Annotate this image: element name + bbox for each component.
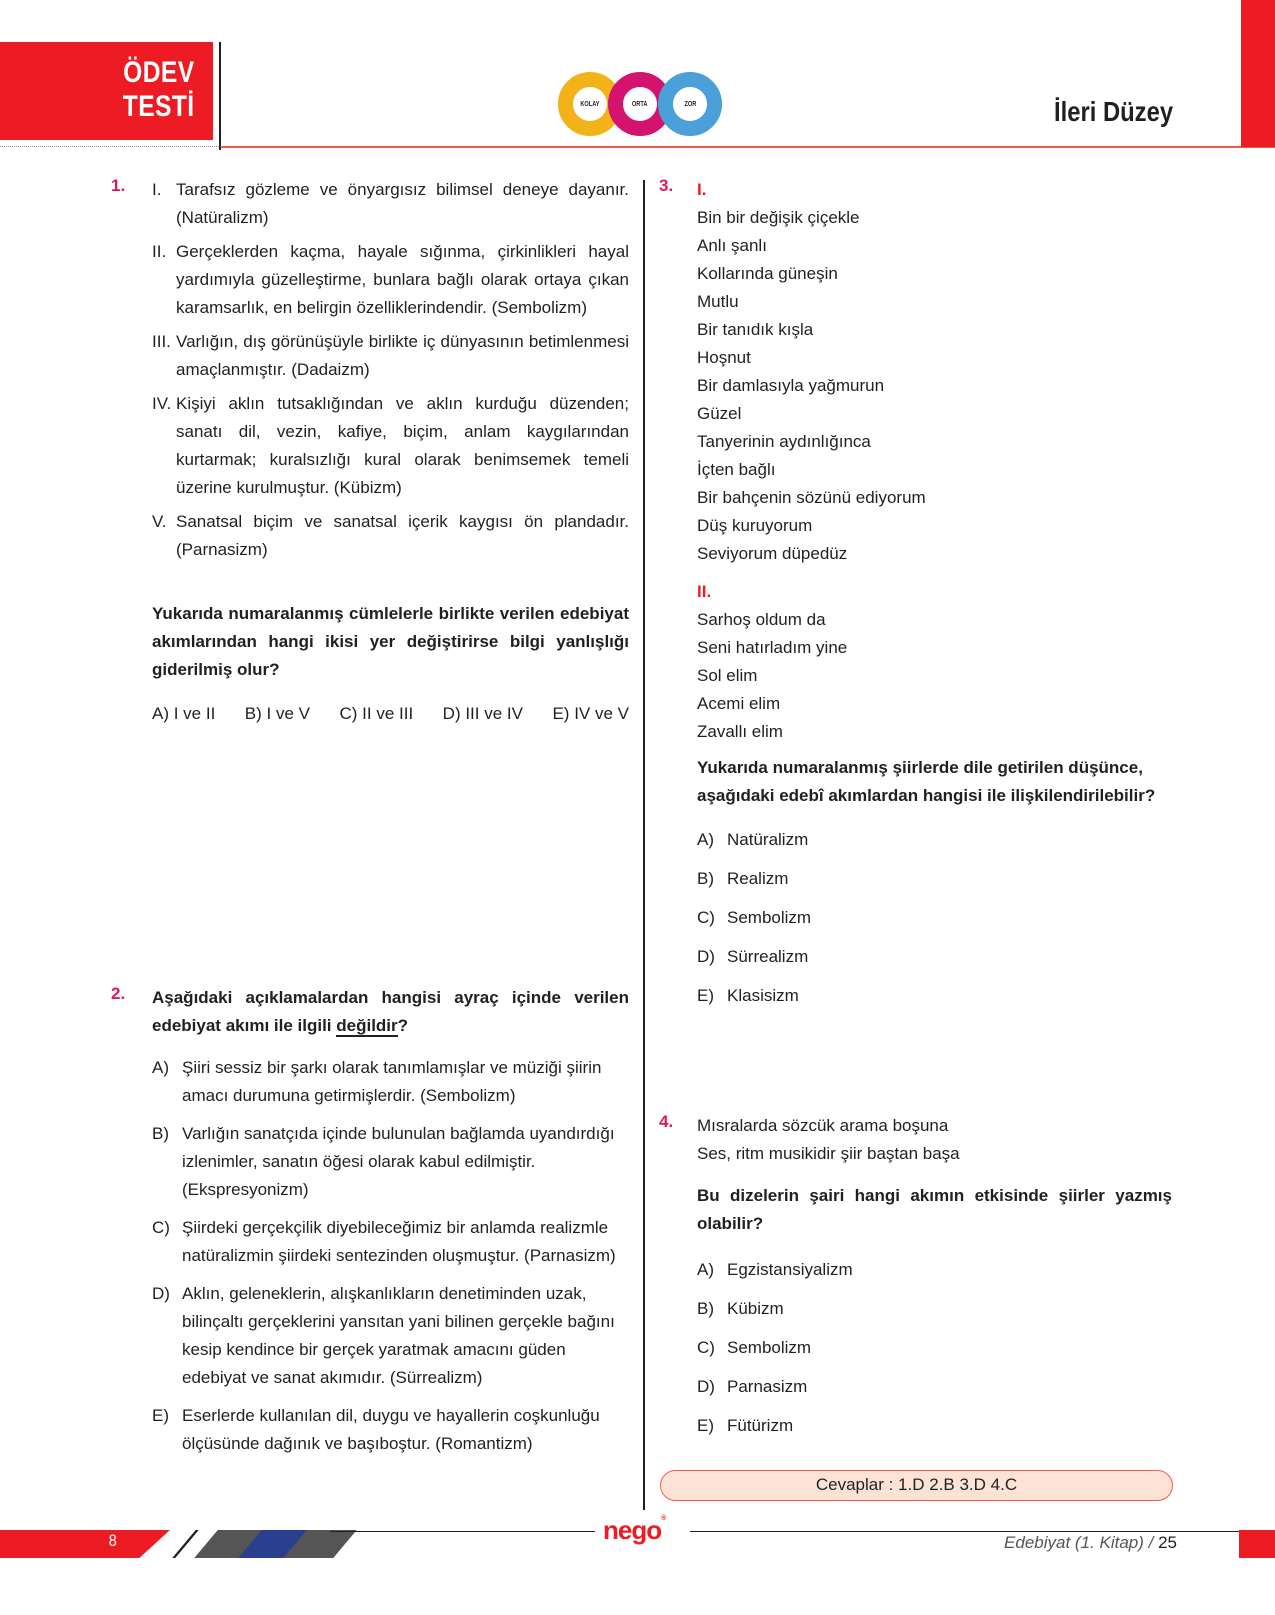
statement-item: III. Varlığın, dış görünüşüyle birlikte iç dünyasının betimlenmesi amaçlanmıştır. (Dadaizm) (152, 332, 629, 379)
poem-line: Zavallı elim (697, 722, 783, 741)
question-number: 2. (111, 984, 126, 1003)
q1-question-stem: Yukarıda numaralanmış cümlelerle birlikte verilen edebiyat akımlarından hangi ikisi yer değiştirirse bilgi yanlışlığı giderilmiş olur? (152, 604, 629, 679)
poem-line: Güzel (697, 404, 742, 423)
footer-rule-left (330, 1531, 595, 1532)
answer-option[interactable]: D) III ve IV (442, 704, 523, 723)
difficulty-ring-hard-icon: ZOR (658, 72, 722, 136)
test-title-box (0, 42, 213, 140)
answer-option[interactable]: E) Klasisizm (697, 986, 799, 1005)
answer-option[interactable]: B) I ve V (244, 704, 310, 723)
q3-poems (697, 176, 1172, 746)
column-divider (643, 180, 645, 1510)
poem-line: Düş kuruyorum (697, 516, 813, 535)
poem-label: II. (697, 582, 712, 601)
q2-question-stem: Aşağıdaki açıklamalardan hangisi ayraç içinde verilen edebiyat akımı ile ilgili değildir? (152, 988, 629, 1035)
statement-item: IV. Kişiyi aklın tutsaklığından ve aklın kurduğu düzenden; sanatı dil, vezin, kafiye, biçim, anlam kaygılarından kurtarmak; kuralsızlığı kural olarak benimsemek temeli üzerine kurulmuştur. (Kübizm) (152, 394, 629, 497)
test-title (123, 56, 195, 124)
q4-options (697, 1256, 997, 1451)
level-label: İleri Düzey (1053, 96, 1173, 127)
poem-2 (697, 606, 1172, 746)
question-number: 4. (659, 1112, 674, 1131)
poem-line: Anlı şanlı (697, 236, 767, 255)
answer-option[interactable]: A) I ve II (152, 704, 216, 723)
answer-option[interactable]: E) Eserlerde kullanılan dil, duygu ve hayallerin coşkunluğu ölçüsünde dağınık ve başıboştur. (Romantizm) (152, 1406, 600, 1453)
q4-verse (697, 1112, 1172, 1168)
q1-options (152, 700, 629, 728)
page-number-left: 8 (108, 1531, 117, 1550)
poem-line: Kollarında güneşin (697, 264, 838, 283)
footer-stripe (172, 1530, 198, 1558)
answer-option[interactable]: C) Şiirdeki gerçekçilik diyebileceğimiz bir anlamda realizmle natüralizmin şiirdeki sentezinden oluşmuştur. (Parnasizm) (152, 1218, 616, 1265)
question-number: 3. (659, 176, 674, 195)
answer-option[interactable]: C) II ve III (339, 704, 414, 723)
footer-rule-right (690, 1531, 1275, 1532)
poem-label: I. (697, 180, 707, 199)
answer-option[interactable]: B) Kübizm (697, 1299, 784, 1318)
poem-line: Seviyorum düpedüz (697, 544, 848, 563)
poem-line: Bir bahçenin sözünü ediyorum (697, 488, 926, 507)
answer-key: Cevaplar : 1.D 2.B 3.D 4.C (660, 1470, 1173, 1501)
poem-line: Tanyerinin aydınlığınca (697, 432, 871, 451)
poem-line: Sol elim (697, 666, 758, 685)
publisher-logo: nego® (603, 1515, 666, 1545)
difficulty-rings (558, 72, 728, 136)
q1-statements (152, 176, 629, 570)
poem-line: Seni hatırladım yine (697, 638, 848, 657)
statement-item: II. Gerçeklerden kaçma, hayale sığınma, çirkinlikleri hayal yardımıyla güzelleştirme, bunlara bağlı olarak ortaya çıkan karamsarlık, en belirgin özelliklerindendir. (Sembolizm) (152, 242, 629, 317)
verse-line: Mısralarda sözcük arama boşuna (697, 1116, 949, 1135)
difficulty-ring-medium-icon: ORTA (608, 72, 672, 136)
poem-line: İçten bağlı (697, 460, 776, 479)
answer-option[interactable]: D) Sürrealizm (697, 947, 809, 966)
answer-option[interactable]: E) Fütürizm (697, 1416, 794, 1435)
answer-option[interactable]: C) Sembolizm (697, 908, 812, 927)
page-number-right: 25 (1158, 1533, 1177, 1552)
poem-1 (697, 204, 1172, 568)
answer-option[interactable]: A) Şiiri sessiz bir şarkı olarak tanımlamışlar ve müziği şiirin amacı durumuna getirmişlerdir. (Sembolizm) (152, 1058, 602, 1105)
poem-line: Sarhoş oldum da (697, 610, 826, 629)
q3-question-stem: Yukarıda numaralanmış şiirlerde dile getirilen düşünce, aşağıdaki edebî akımlardan hangisi ile ilişkilendirilebilir? (697, 758, 1156, 805)
test-title-line2: TESTİ (123, 90, 195, 123)
footer-accent-bar (1239, 1530, 1275, 1558)
answer-option[interactable]: B) Varlığın sanatçıda içinde bulunulan bağlamda uyandırdığı izlenimler, sanatın öğesi olarak kabul edilmiştir. (Ekspresyonizm) (152, 1124, 615, 1199)
footer-page-tab (0, 1530, 170, 1558)
answer-option[interactable]: D) Parnasizm (697, 1377, 808, 1396)
header-rule (221, 146, 1275, 148)
poem-line: Bin bir değişik çiçekle (697, 208, 860, 227)
poem-line: Bir damlasıyla yağmurun (697, 376, 885, 395)
poem-line: Hoşnut (697, 348, 751, 367)
verse-line: Ses, ritm musikidir şiir baştan başa (697, 1144, 960, 1163)
answer-option[interactable]: A) Egzistansiyalizm (697, 1260, 853, 1279)
header-rule-left (0, 146, 221, 148)
q2-options (152, 1054, 629, 1468)
answer-option[interactable]: B) Realizm (697, 869, 789, 888)
header-divider (219, 42, 221, 150)
q4-question-stem: Bu dizelerin şairi hangi akımın etkisinde şiirler yazmış olabilir? (697, 1186, 1172, 1233)
question-number: 1. (111, 176, 126, 195)
poem-line: Bir tanıdık kışla (697, 320, 814, 339)
statement-item: I. Tarafsız gözleme ve önyargısız bilimsel deneye dayanır. (Natüralizm) (152, 180, 629, 227)
answer-option[interactable]: E) IV ve V (552, 704, 629, 723)
poem-line: Acemi elim (697, 694, 781, 713)
emphasis-underline: değildir (336, 1016, 398, 1035)
header-accent-bar (1241, 0, 1275, 147)
answer-option[interactable]: A) Natüralizm (697, 830, 809, 849)
poem-line: Mutlu (697, 292, 739, 311)
book-title: Edebiyat (1. Kitap) / 25 (1004, 1533, 1177, 1552)
answer-option[interactable]: D) Aklın, geleneklerin, alışkanlıkların denetiminden uzak, bilinçaltı gerçeklerini yansıtan yani bilinen gerçekle bağını kesip kendince bir gerçek yaratmak amacını güden edebiyat ve sanat akımıdır. (Sürrealizm) (152, 1284, 615, 1387)
test-title-line1: ÖDEV (123, 56, 195, 89)
answer-option[interactable]: C) Sembolizm (697, 1338, 812, 1357)
statement-item: V. Sanatsal biçim ve sanatsal içerik kaygısı ön plandadır. (Parnasizm) (152, 512, 629, 559)
registered-icon: ® (661, 1515, 666, 1522)
difficulty-ring-easy-icon: KOLAY (558, 72, 622, 136)
q3-options (697, 826, 997, 1021)
